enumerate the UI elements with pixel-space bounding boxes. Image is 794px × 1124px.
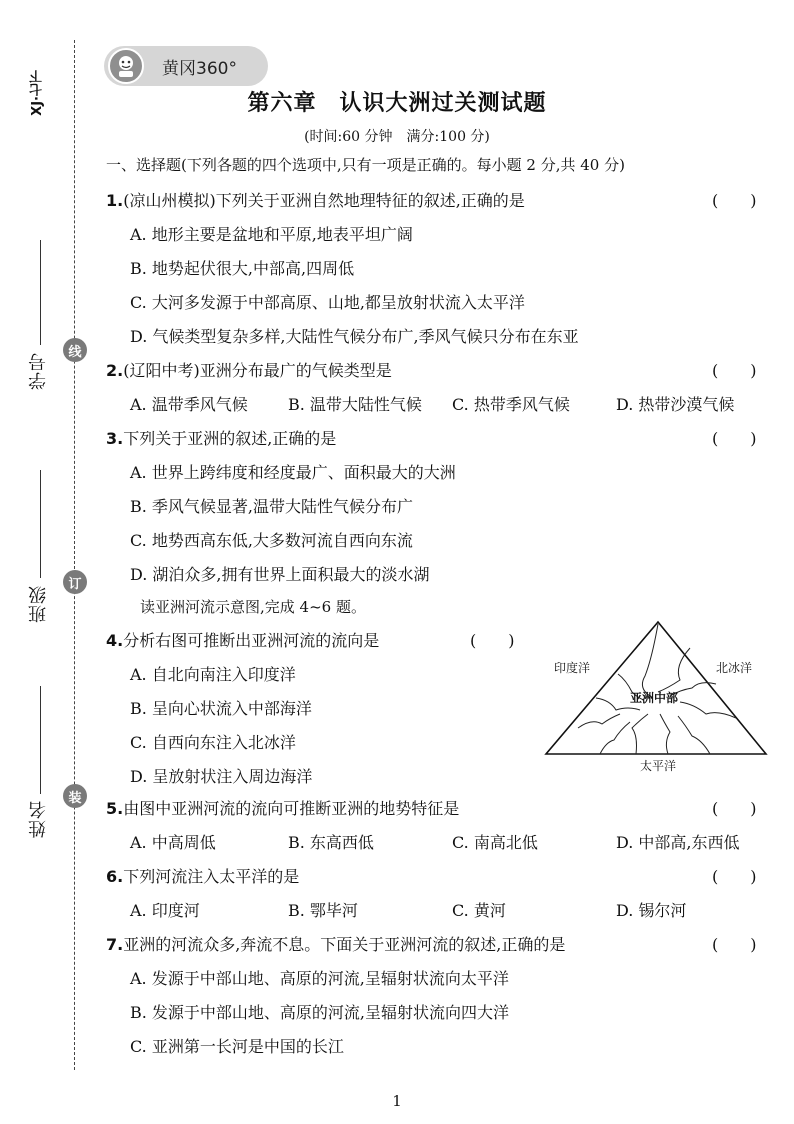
- question-stem: 亚洲的河流众多,奔流不息。下面关于亚洲河流的叙述,正确的是: [123, 935, 566, 954]
- question-number: 7.: [106, 935, 124, 954]
- question-stem: 分析右图可推断出亚洲河流的流向是: [123, 631, 380, 650]
- q3-option-b: B. 季风气候显著,温带大陆性气候分布广: [130, 497, 414, 516]
- reading-note: 读亚洲河流示意图,完成 4~6 题。: [140, 598, 366, 616]
- q6-option-b: B. 鄂毕河: [288, 901, 358, 920]
- brand-text: 黄冈360°: [162, 59, 237, 79]
- q7-option-a: A. 发源于中部山地、高原的河流,呈辐射状流向太平洋: [130, 969, 509, 988]
- question-7: [106, 932, 565, 955]
- q1-option-c: C. 大河多发源于中部高原、山地,都呈放射状流入太平洋: [130, 293, 525, 312]
- river-line: [642, 624, 658, 696]
- q7-option-b: B. 发源于中部山地、高原的河流,呈辐射状流向四大洋: [130, 1003, 510, 1022]
- answer-blank-6: ( ): [712, 867, 757, 886]
- q5-option-b: B. 东高西低: [288, 833, 374, 852]
- answer-blank-2: ( ): [712, 361, 757, 380]
- q2-option-d: D. 热带沙漠气候: [616, 395, 735, 414]
- question-number: 4.: [106, 631, 124, 650]
- q6-option-a: A. 印度河: [130, 901, 200, 920]
- answer-blank-1: ( ): [712, 191, 757, 210]
- brand-badge: [104, 46, 268, 86]
- question-stem: 下列河流注入太平洋的是: [123, 867, 300, 886]
- edition-label: XJ·七下: [30, 70, 45, 116]
- river-line: [658, 648, 690, 692]
- question-3: [106, 426, 336, 449]
- page-subtitle: (时间:60 分钟 满分:100 分): [304, 129, 490, 145]
- river-line: [680, 702, 736, 718]
- page-title: 第六章 认识大洲过关测试题: [247, 90, 547, 116]
- q5-option-a: A. 中高周低: [130, 833, 216, 852]
- answer-blank-5: ( ): [712, 799, 757, 818]
- question-number: 5.: [106, 799, 124, 818]
- question-6: [106, 864, 299, 887]
- seal-mark-bind: 订: [63, 570, 87, 594]
- question-stem: 由图中亚洲河流的流向可推断亚洲的地势特征是: [123, 799, 460, 818]
- seal-mark-install: 装: [63, 784, 87, 808]
- river-line: [678, 716, 710, 754]
- question-number: 6.: [106, 867, 124, 886]
- river-line: [600, 722, 630, 754]
- answer-blank-3: ( ): [712, 429, 757, 448]
- q2-option-a: A. 温带季风气候: [130, 395, 248, 414]
- q1-option-b: B. 地势起伏很大,中部高,四周低: [130, 259, 355, 278]
- binding-dashed-line: [74, 40, 75, 1070]
- brand-logo-icon: [108, 48, 144, 84]
- name-label: 姓名: [28, 800, 49, 838]
- river-line: [660, 714, 670, 754]
- answer-blank-7: ( ): [712, 935, 757, 954]
- class-line: [40, 470, 41, 578]
- question-4: [106, 628, 379, 651]
- river-line: [632, 714, 648, 754]
- label-arctic-ocean: 北冰洋: [716, 661, 753, 675]
- q1-option-d: D. 气候类型复杂多样,大陆性气候分布广,季风气候只分布在东亚: [130, 327, 579, 346]
- seal-mark-line: 线: [63, 338, 87, 362]
- q3-option-a: A. 世界上跨纬度和经度最广、面积最大的大洲: [130, 463, 456, 482]
- student-id-line: [40, 240, 41, 345]
- q4-option-d: D. 呈放射状注入周边海洋: [130, 767, 313, 786]
- river-line: [578, 714, 620, 728]
- q3-option-d: D. 湖泊众多,拥有世界上面积最大的淡水湖: [130, 565, 430, 584]
- q6-option-d: D. 锡尔河: [616, 901, 687, 920]
- question-stem: (辽阳中考)亚洲分布最广的气候类型是: [123, 361, 392, 380]
- name-line: [40, 686, 41, 794]
- q2-option-b: B. 温带大陆性气候: [288, 395, 422, 414]
- q5-option-c: C. 南高北低: [452, 833, 538, 852]
- q4-option-a: A. 自北向南注入印度洋: [130, 665, 296, 684]
- question-number: 2.: [106, 361, 124, 380]
- question-stem: (凉山州模拟)下列关于亚洲自然地理特征的叙述,正确的是: [123, 191, 525, 210]
- question-2: [106, 358, 392, 381]
- answer-blank-4: ( ): [470, 631, 515, 650]
- q5-option-d: D. 中部高,东西低: [616, 833, 740, 852]
- label-pacific-ocean: 太平洋: [639, 759, 677, 773]
- q4-option-b: B. 呈向心状流入中部海洋: [130, 699, 312, 718]
- question-number: 3.: [106, 429, 124, 448]
- asia-rivers-diagram: [540, 618, 772, 776]
- class-label: 班级: [28, 585, 49, 623]
- label-central-asia: 亚洲中部: [629, 691, 679, 705]
- q4-option-c: C. 自西向东注入北冰洋: [130, 733, 296, 752]
- question-number: 1.: [106, 191, 124, 210]
- q2-option-c: C. 热带季风气候: [452, 395, 570, 414]
- q3-option-c: C. 地势西高东低,大多数河流自西向东流: [130, 531, 413, 550]
- question-1: [106, 188, 525, 211]
- q1-option-a: A. 地形主要是盆地和平原,地表平坦广阔: [130, 225, 413, 244]
- question-stem: 下列关于亚洲的叙述,正确的是: [123, 429, 337, 448]
- diagram-triangle: [546, 622, 766, 754]
- q6-option-c: C. 黄河: [452, 901, 506, 920]
- q7-option-c: C. 亚洲第一长河是中国的长江: [130, 1037, 344, 1056]
- student-id-label: 学号: [28, 352, 49, 390]
- question-5: [106, 796, 459, 819]
- section-heading: 一、选择题(下列各题的四个选项中,只有一项是正确的。每小题 2 分,共 40 分): [106, 156, 625, 174]
- page-number: 1: [392, 1092, 402, 1110]
- label-indian-ocean: 印度洋: [554, 661, 591, 675]
